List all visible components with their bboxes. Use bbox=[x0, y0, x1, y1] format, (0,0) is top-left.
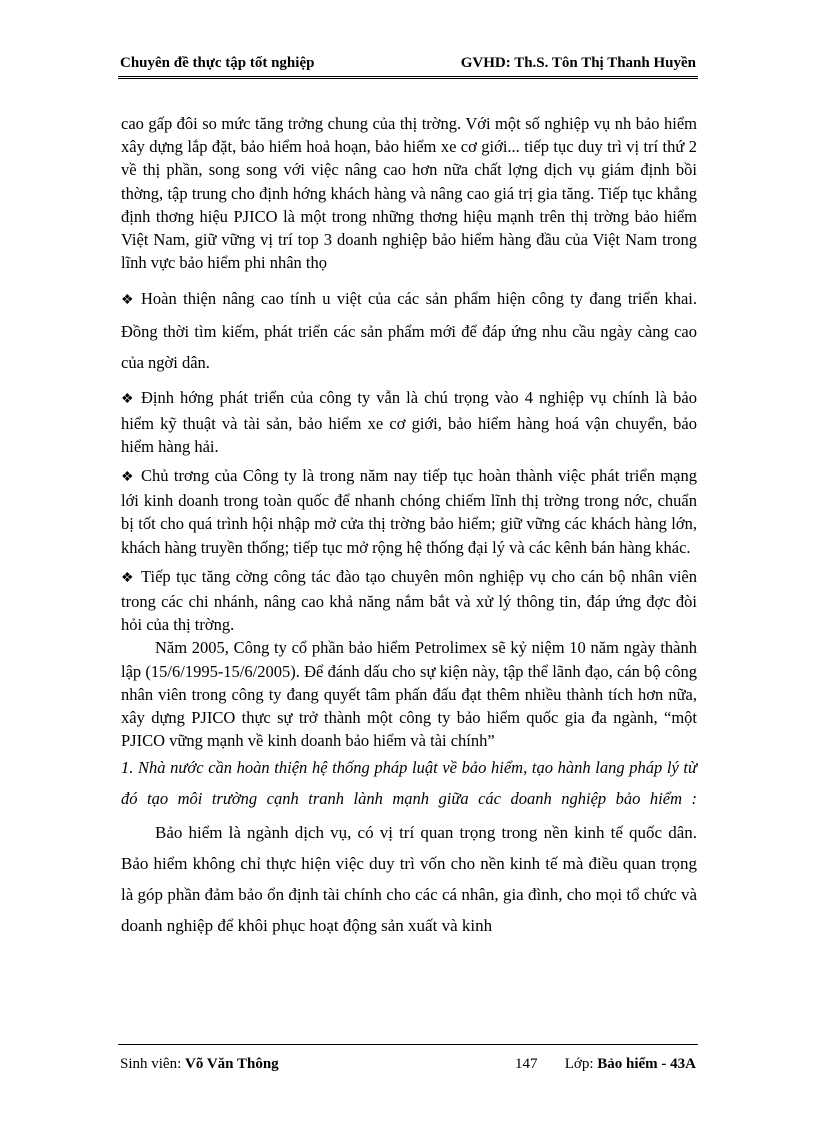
bullet-text: Chủ trơng của Công ty là trong năm nay tiếp tục hoàn thành việc phát triển mạng lới kinh doanh trong toàn quốc để nhanh chóng chiếm lĩnh thị trờng trong nớc, chuẩn bị tốt cho quá trình hội nhập mở cửa thị trờng bảo hiểm; giữ vững các khách hàng lớn, khách hàng truyền thống; tiếp tục mở rộng hệ thống đại lý và các kênh bán hàng khác. bbox=[121, 466, 697, 557]
bullet-text: Hoàn thiện nâng cao tính u việt của các sản phẩm hiện công ty đang triển khai. Đồng thời tìm kiếm, phát triển các sản phẩm mới để đáp ứng nhu cầu ngày càng cao của ngời dân. bbox=[121, 289, 697, 373]
paragraph: cao gấp đôi so mức tăng trởng chung của thị trờng. Với một số nghiệp vụ nh bảo hiểm xây dựng lắp đặt, bảo hiểm hoả hoạn, bảo hiểm xe cơ giới... tiếp tục duy trì vị trí thứ 2 về thị phần, song song với việc nâng cao hơn nữa chất lợng dịch vụ giám định bồi thờng, tập trung cho định hớng khách hàng và nâng cao giá trị gia tăng. Tiếp tục khẳng định thơng hiệu PJICO là một trong những thơng hiệu mạnh trên thị trờng bảo hiểm Việt Nam, giữ vững vị trí top 3 doanh nghiệp bảo hiểm hàng đầu của Việt Nam trong lĩnh vực bảo hiểm phi nhân thọ bbox=[121, 114, 697, 273]
footer-class bbox=[565, 1056, 696, 1073]
bullet-text: Tiếp tục tăng cờng công tác đào tạo chuyên môn nghiệp vụ cho cán bộ nhân viên trong các chi nhánh, nâng cao khả năng nắm bắt và xử lý thông tin, đáp ứng đợc đòi hỏi của thị trờng. bbox=[121, 566, 697, 635]
bullet-item bbox=[121, 565, 697, 637]
footer-student bbox=[120, 1056, 279, 1073]
diamond-bullet-icon: ❖ bbox=[121, 293, 134, 309]
class-label: Lớp: bbox=[564, 1056, 594, 1072]
document-body bbox=[121, 112, 697, 941]
bullet-item bbox=[121, 386, 697, 458]
diamond-bullet-icon: ❖ bbox=[121, 470, 134, 486]
bullet-item bbox=[121, 283, 697, 378]
page-number: 147 bbox=[515, 1056, 538, 1072]
page-footer bbox=[118, 1056, 698, 1076]
student-label: Sinh viên: bbox=[120, 1056, 182, 1072]
header-advisor: GVHD: Th.S. Tôn Thị Thanh Huyền bbox=[460, 55, 696, 71]
page-header bbox=[118, 52, 696, 76]
class-name: Bảo hiểm - 43A bbox=[597, 1056, 696, 1072]
paragraph: Năm 2005, Công ty cổ phần bảo hiểm Petrolimex sẽ kỷ niệm 10 năm ngày thành lập (15/6/1995-15/6/2005). Để đánh dấu cho sự kiện này, tập thể lãnh đạo, cán bộ công nhân viên trong công ty đang quyết tâm phấn đấu đạt thêm nhiều thành tích hơn nữa, xây dựng PJICO thực sự trở thành một công ty bảo hiểm quốc gia đa ngành, “một PJICO vững mạnh về kinh doanh bảo hiểm và tài chính” bbox=[121, 638, 697, 751]
bullet-item bbox=[121, 464, 697, 559]
diamond-bullet-icon: ❖ bbox=[121, 570, 134, 586]
header-title: Chuyên đề thực tập tốt nghiệp bbox=[120, 55, 315, 71]
section-heading: 1. Nhà nước cần hoàn thiện hệ thống pháp luật về bảo hiểm, tạo hành lang pháp lý từ đó tạo môi trường cạnh tranh lành mạnh giữa các doanh nghiệp bảo hiểm : bbox=[121, 758, 697, 809]
diamond-bullet-icon: ❖ bbox=[121, 392, 134, 408]
student-name: Võ Văn Thông bbox=[185, 1056, 279, 1072]
bullet-text: Định hớng phát triển của công ty vẫn là chú trọng vào 4 nghiệp vụ chính là bảo hiểm kỹ thuật và tài sản, bảo hiểm xe cơ giới, bảo hiểm hàng hoá vận chuyển, bảo hiểm hàng hải. bbox=[121, 388, 697, 456]
footer-divider bbox=[118, 1044, 698, 1045]
paragraph: Bảo hiểm là ngành dịch vụ, có vị trí quan trọng trong nền kinh tế quốc dân. Bảo hiểm không chỉ thực hiện việc duy trì vốn cho nền kinh tế mà điều quan trọng là góp phần đảm bảo ổn định tài chính cho các cá nhân, gia đình, cho mọi tổ chức và doanh nghiệp để khôi phục hoạt động sản xuất và kinh bbox=[121, 823, 697, 936]
header-divider bbox=[118, 76, 698, 79]
